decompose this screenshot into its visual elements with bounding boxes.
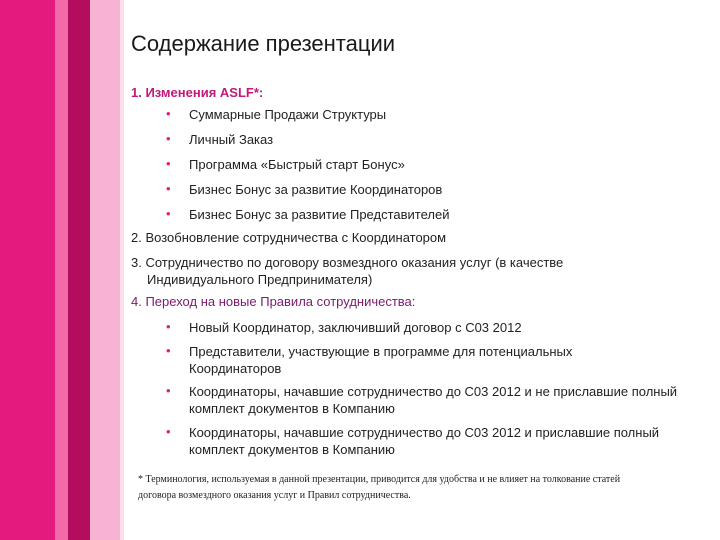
bullet-item: [167, 156, 687, 173]
bullet-item: [167, 343, 617, 377]
bullet-text: • Бизнес Бонус за развитие Представителей: [189, 207, 450, 222]
slide-title: Содержание презентации: [131, 31, 396, 56]
bullet-item: [167, 106, 687, 123]
bullet-text: • Бизнес Бонус за развитие Координаторов: [189, 182, 443, 197]
bullet-text: • Представители, участвующие в программе для потенциальных Координаторов: [189, 344, 573, 376]
decor-stripe-magenta: [0, 0, 55, 540]
bullet-item: [167, 206, 687, 223]
bullet-text: • Новый Координатор, заключивший договор с С03 2012: [189, 320, 522, 335]
decor-stripe-light-pink: [55, 0, 68, 540]
decor-stripe-dark-magenta: [68, 0, 90, 540]
bullet-text: • Координаторы, начавшие сотрудничество до С03 2012 и не приславшие полный комплект документов в Компанию: [189, 384, 678, 416]
bullet-item: [167, 131, 687, 148]
bullet-item: [167, 181, 687, 198]
decor-stripe-pale-pink: [90, 0, 120, 540]
section-3-title: 3. Сотрудничество по договору возмездного оказания услуг (в качестве Индивидуального Предпринимателя): [131, 255, 564, 287]
section-4-title: 4. Переход на новые Правила сотрудничества:: [131, 294, 416, 309]
bullet-text: • Суммарные Продажи Структуры: [189, 107, 387, 122]
bullet-item: [167, 383, 687, 417]
decor-stripe-faint: [120, 0, 124, 540]
bullet-text: • Программа «Быстрый старт Бонус»: [189, 157, 405, 172]
section-2-title: 2. Возобновление сотрудничества с Координатором: [131, 230, 447, 245]
bullet-text: • Личный Заказ: [189, 132, 274, 147]
bullet-item: [167, 424, 667, 458]
section-1-title: 1. Изменения ASLF*:: [131, 85, 264, 100]
bullet-text: • Координаторы, начавшие сотрудничество до С03 2012 и приславшие полный комплект документов в Компанию: [189, 425, 660, 457]
bullet-item: [167, 319, 687, 336]
footnote: * Терминология, используемая в данной презентации, приводится для удобства и не влияет на толкование статей договора возмездного оказания услуг и Правил сотрудничества.: [138, 474, 621, 501]
